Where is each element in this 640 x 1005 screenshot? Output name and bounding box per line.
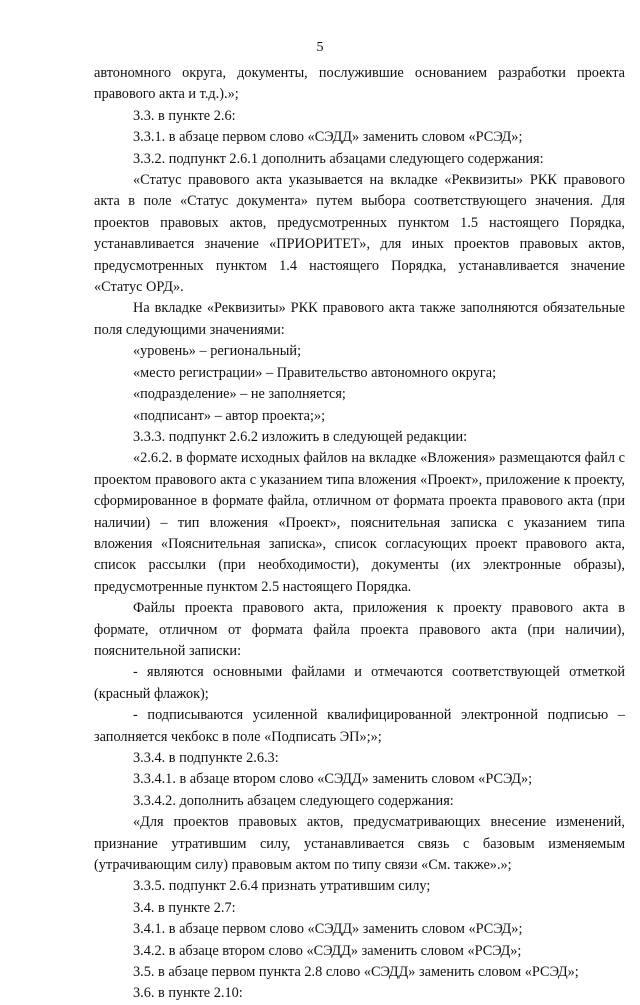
paragraph: 3.3.4.1. в абзаце втором слово «СЭДД» заменить словом «РСЭД»; — [133, 771, 533, 788]
document-body — [94, 63, 625, 1005]
paragraph: 3.4.1. в абзаце первом слово «СЭДД» заменить словом «РСЭД»; — [133, 921, 523, 938]
paragraph: Файлы проекта правового акта, приложения к проекту правового акта в формате, отличном от формата файла проекта правового акта (при наличии), пояснительной записки: — [94, 600, 625, 659]
paragraph: 3.3.5. подпункт 2.6.4 признать утратившим силу; — [133, 878, 431, 895]
paragraph: «подразделение» – не заполняется; — [133, 386, 346, 403]
paragraph: 3.4. в пункте 2.7: — [133, 899, 236, 916]
paragraph: автономного округа, документы, послужившие основанием разработки проекта правового акта и т.д.).»; — [94, 65, 625, 103]
paragraph: - являются основными файлами и отмечаются соответствующей отметкой (красный флажок); — [94, 664, 625, 702]
paragraph: «2.6.2. в формате исходных файлов на вкладке «Вложения» размещаются файл с проектом правового акта с указанием типа вложения «Проект», приложение к проекту, сформированное в формате файла, отличном от формата проекта правового акта (при наличии) – тип вложения «Проект», пояснительная записка с указанием типа вложения «Пояснительная записка», список согласующих проект правового акта, список рассылки (при необходимости), документы (их электронные образы), предусмотренные пунктом 2.5 настоящего Порядка. — [94, 450, 625, 595]
paragraph: «место регистрации» – Правительство автономного округа; — [133, 364, 497, 381]
paragraph: «подписант» – автор проекта;»; — [133, 407, 326, 424]
paragraph: 3.5. в абзаце первом пункта 2.8 слово «СЭДД» заменить словом «РСЭД»; — [133, 964, 579, 981]
paragraph: «Статус правового акта указывается на вкладке «Реквизиты» РКК правового акта в поле «Статус документа» путем выбора соответствующего значения. Для проектов правовых актов, предусмотренных пунктом 1.5 настоящего Порядка, устанавливается значение «ПРИОРИТЕТ», для иных проектов правовых актов, предусмотренных пунктом 1.4 настоящего Порядка, устанавливается значение «Статус ОРД». — [94, 172, 625, 296]
paragraph: 3.3.4.2. дополнить абзацем следующего содержания: — [133, 792, 454, 809]
paragraph: 3.6. в пункте 2.10: — [133, 985, 243, 1002]
paragraph: - подписываются усиленной квалифицированной электронной подписью – заполняется чекбокс в поле «Подписать ЭП»;»; — [94, 707, 625, 745]
paragraph: 3.3.3. подпункт 2.6.2 изложить в следующей редакции: — [133, 428, 468, 445]
paragraph: «уровень» – региональный; — [133, 343, 302, 360]
paragraph: 3.3. в пункте 2.6: — [133, 107, 236, 124]
paragraph: На вкладке «Реквизиты» РКК правового акта также заполняются обязательные поля следующими значениями: — [94, 300, 625, 338]
paragraph: 3.3.4. в подпункте 2.6.3: — [133, 750, 279, 766]
page-number: 5 — [316, 40, 324, 55]
paragraph: 3.3.2. подпункт 2.6.1 дополнить абзацами следующего содержания: — [133, 150, 544, 167]
paragraph: 3.4.2. в абзаце втором слово «СЭДД» заменить словом «РСЭД»; — [133, 942, 522, 959]
paragraph: «Для проектов правовых актов, предусматривающих внесение изменений, признание утратившим силу, устанавливается связь с базовым изменяемым (утрачивающим силу) правовым актом по типу связи «См. также».»; — [94, 814, 625, 874]
paragraph: 3.3.1. в абзаце первом слово «СЭДД» заменить словом «РСЭД»; — [133, 129, 523, 146]
